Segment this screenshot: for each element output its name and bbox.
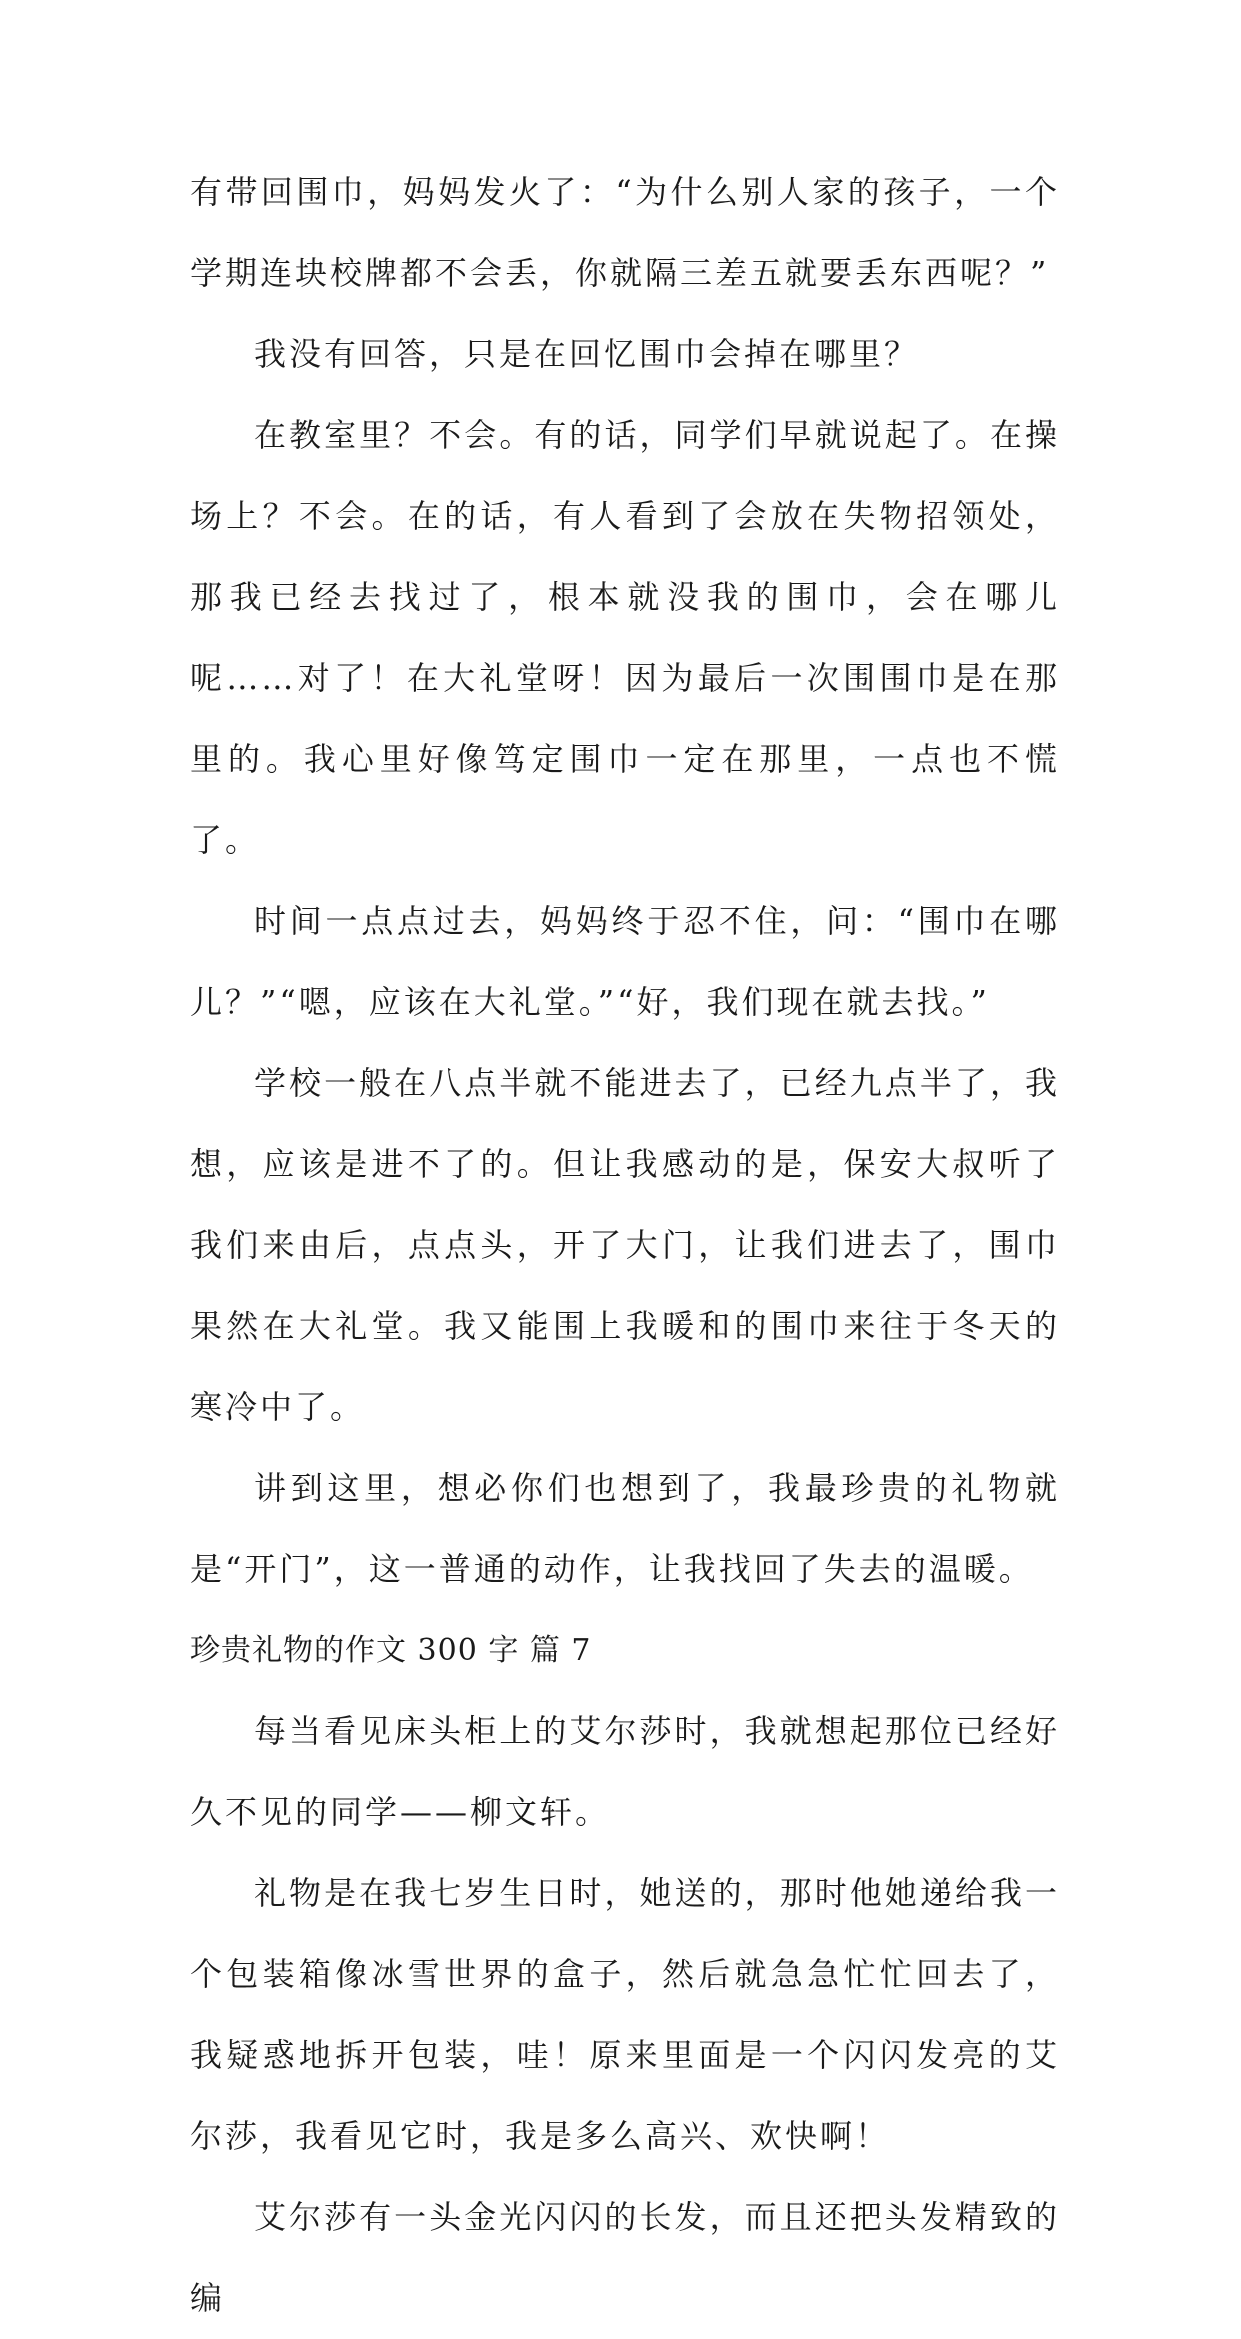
paragraph: 礼物是在我七岁生日时，她送的，那时他她递给我一个包装箱像冰雪世界的盒子，然后就急急忙忙回去了，我疑惑地拆开包装，哇！原来里面是一个闪闪发亮的艾尔莎，我看见它时，我是多么高兴、欢快啊！ bbox=[190, 1874, 1060, 2155]
paragraph: 艾尔莎有一头金光闪闪的长发，而且还把头发精致的编 bbox=[190, 2198, 1060, 2317]
paragraph: 学校一般在八点半就不能进去了，已经九点半了，我想，应该是进不了的。但让我感动的是，保安大叔听了我们来由后，点点头，开了大门，让我们进去了，围巾果然在大礼堂。我又能围上我暖和的围巾来往于冬天的寒冷中了。 bbox=[190, 1064, 1060, 1426]
paragraph: 在教室里？不会。有的话，同学们早就说起了。在操场上？不会。在的话，有人看到了会放在失物招领处，那我已经去找过了，根本就没我的围巾，会在哪儿呢……对了！在大礼堂呀！因为最后一次围围巾是在那里的。我心里好像笃定围巾一定在那里，一点也不慌了。 bbox=[190, 416, 1060, 859]
paragraph: 每当看见床头柜上的艾尔莎时，我就想起那位已经好久不见的同学——柳文轩。 bbox=[190, 1712, 1060, 1831]
paragraph: 有带回围巾，妈妈发火了：“为什么别人家的孩子，一个学期连块校牌都不会丢，你就隔三差五就要丢东西呢？” bbox=[190, 173, 1060, 292]
paragraph: 时间一点点过去，妈妈终于忍不住，问：“围巾在哪儿？”“嗯，应该在大礼堂。”“好，我们现在就去找。” bbox=[190, 902, 1060, 1021]
document-body bbox=[190, 152, 1060, 2339]
paragraph: 讲到这里，想必你们也想到了，我最珍贵的礼物就是“开门”，这一普通的动作，让我找回了失去的温暖。 bbox=[190, 1469, 1060, 1588]
paragraph: 我没有回答，只是在回忆围巾会掉在哪里？ bbox=[254, 335, 920, 373]
section-heading: 珍贵礼物的作文 300 字 篇 7 bbox=[190, 1633, 592, 1668]
